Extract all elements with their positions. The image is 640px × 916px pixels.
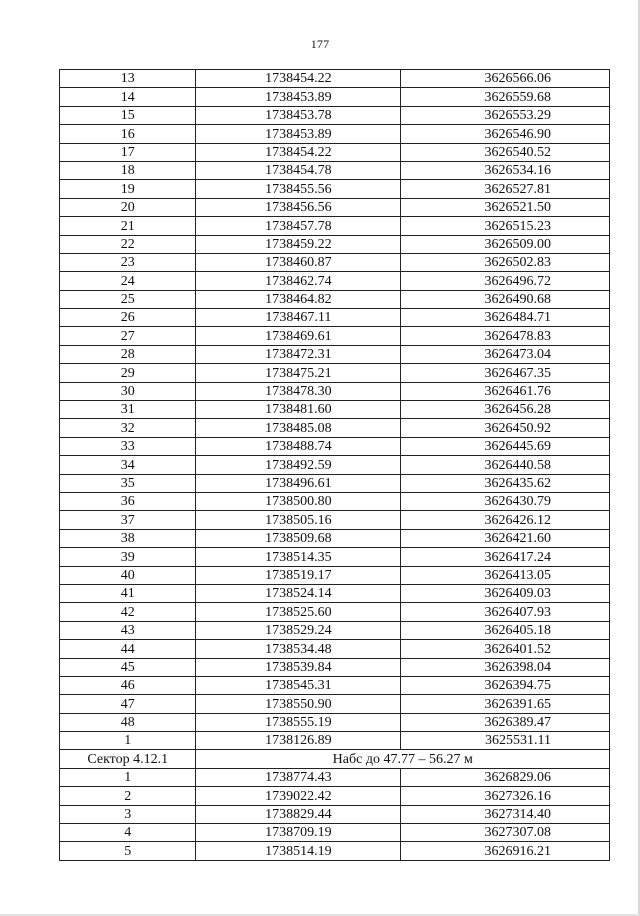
x-coordinate-cell: 1738459.22 — [196, 235, 401, 253]
point-number-cell: 24 — [60, 272, 196, 290]
coordinates-rows-sector — [60, 768, 610, 860]
y-coordinate-cell: 3626515.23 — [401, 217, 610, 235]
y-coordinate-cell: 3626509.00 — [401, 235, 610, 253]
point-number-cell: 1 — [60, 768, 196, 786]
table-row — [60, 309, 610, 327]
point-number-cell: 40 — [60, 566, 196, 584]
x-coordinate-cell: 1738519.17 — [196, 566, 401, 584]
table-row — [60, 695, 610, 713]
y-coordinate-cell: 3626417.24 — [401, 548, 610, 566]
table-row — [60, 106, 610, 124]
point-number-cell: 37 — [60, 511, 196, 529]
point-number-cell: 42 — [60, 603, 196, 621]
table-row — [60, 382, 610, 400]
x-coordinate-cell: 1738485.08 — [196, 419, 401, 437]
x-coordinate-cell: 1738829.44 — [196, 805, 401, 823]
table-row — [60, 566, 610, 584]
point-number-cell: 20 — [60, 198, 196, 216]
point-number-cell: 47 — [60, 695, 196, 713]
table-row — [60, 364, 610, 382]
x-coordinate-cell: 1738529.24 — [196, 621, 401, 639]
y-coordinate-cell: 3626394.75 — [401, 676, 610, 694]
x-coordinate-cell: 1738464.82 — [196, 290, 401, 308]
table-row — [60, 88, 610, 106]
point-number-cell: 30 — [60, 382, 196, 400]
table-row — [60, 125, 610, 143]
x-coordinate-cell: 1738524.14 — [196, 584, 401, 602]
y-coordinate-cell: 3626445.69 — [401, 437, 610, 455]
point-number-cell: 46 — [60, 676, 196, 694]
y-coordinate-cell: 3626829.06 — [401, 768, 610, 786]
table-row — [60, 511, 610, 529]
table-row — [60, 842, 610, 860]
y-coordinate-cell: 3626456.28 — [401, 401, 610, 419]
x-coordinate-cell: 1738514.35 — [196, 548, 401, 566]
coordinates-rows-top — [60, 70, 610, 750]
y-coordinate-cell: 3626559.68 — [401, 88, 610, 106]
x-coordinate-cell: 1738492.59 — [196, 456, 401, 474]
point-number-cell: 19 — [60, 180, 196, 198]
y-coordinate-cell: 3626407.93 — [401, 603, 610, 621]
table-row — [60, 217, 610, 235]
point-number-cell: 16 — [60, 125, 196, 143]
x-coordinate-cell: 1738496.61 — [196, 474, 401, 492]
point-number-cell: 29 — [60, 364, 196, 382]
x-coordinate-cell: 1738514.19 — [196, 842, 401, 860]
point-number-cell: 18 — [60, 161, 196, 179]
point-number-cell: 5 — [60, 842, 196, 860]
x-coordinate-cell: 1738709.19 — [196, 824, 401, 842]
sector-header — [60, 750, 610, 768]
point-number-cell: 43 — [60, 621, 196, 639]
x-coordinate-cell: 1738126.89 — [196, 732, 401, 750]
x-coordinate-cell: 1738460.87 — [196, 253, 401, 271]
table-row — [60, 529, 610, 547]
x-coordinate-cell: 1738467.11 — [196, 309, 401, 327]
point-number-cell: 33 — [60, 437, 196, 455]
x-coordinate-cell: 1739022.42 — [196, 787, 401, 805]
x-coordinate-cell: 1738453.89 — [196, 125, 401, 143]
table-row — [60, 456, 610, 474]
point-number-cell: 36 — [60, 492, 196, 510]
point-number-cell: 28 — [60, 345, 196, 363]
point-number-cell: 27 — [60, 327, 196, 345]
point-number-cell: 1 — [60, 732, 196, 750]
x-coordinate-cell: 1738500.80 — [196, 492, 401, 510]
x-coordinate-cell: 1738509.68 — [196, 529, 401, 547]
x-coordinate-cell: 1738469.61 — [196, 327, 401, 345]
x-coordinate-cell: 1738478.30 — [196, 382, 401, 400]
table-row — [60, 732, 610, 750]
y-coordinate-cell: 3626405.18 — [401, 621, 610, 639]
x-coordinate-cell: 1738454.22 — [196, 70, 401, 88]
point-number-cell: 21 — [60, 217, 196, 235]
y-coordinate-cell: 3626540.52 — [401, 143, 610, 161]
sector-label: Сектор 4.12.1 — [60, 750, 196, 768]
x-coordinate-cell: 1738550.90 — [196, 695, 401, 713]
y-coordinate-cell: 3626553.29 — [401, 106, 610, 124]
point-number-cell: 13 — [60, 70, 196, 88]
table-row — [60, 419, 610, 437]
x-coordinate-cell: 1738534.48 — [196, 640, 401, 658]
table-row — [60, 180, 610, 198]
point-number-cell: 39 — [60, 548, 196, 566]
x-coordinate-cell: 1738472.31 — [196, 345, 401, 363]
point-number-cell: 34 — [60, 456, 196, 474]
point-number-cell: 38 — [60, 529, 196, 547]
x-coordinate-cell: 1738457.78 — [196, 217, 401, 235]
y-coordinate-cell: 3626546.90 — [401, 125, 610, 143]
x-coordinate-cell: 1738488.74 — [196, 437, 401, 455]
point-number-cell: 2 — [60, 787, 196, 805]
page-number: 177 — [310, 37, 330, 51]
table-row — [60, 548, 610, 566]
point-number-cell: 3 — [60, 805, 196, 823]
point-number-cell: 14 — [60, 88, 196, 106]
y-coordinate-cell: 3627326.16 — [401, 787, 610, 805]
x-coordinate-cell: 1738462.74 — [196, 272, 401, 290]
y-coordinate-cell: 3626527.81 — [401, 180, 610, 198]
table-row — [60, 787, 610, 805]
y-coordinate-cell: 3625531.11 — [401, 732, 610, 750]
x-coordinate-cell: 1738455.56 — [196, 180, 401, 198]
x-coordinate-cell: 1738525.60 — [196, 603, 401, 621]
y-coordinate-cell: 3626421.60 — [401, 529, 610, 547]
point-number-cell: 26 — [60, 309, 196, 327]
y-coordinate-cell: 3626473.04 — [401, 345, 610, 363]
point-number-cell: 45 — [60, 658, 196, 676]
table-row — [60, 143, 610, 161]
y-coordinate-cell: 3627307.08 — [401, 824, 610, 842]
point-number-cell: 4 — [60, 824, 196, 842]
y-coordinate-cell: 3626426.12 — [401, 511, 610, 529]
point-number-cell: 35 — [60, 474, 196, 492]
sector-row — [60, 750, 610, 768]
y-coordinate-cell: 3626484.71 — [401, 309, 610, 327]
y-coordinate-cell: 3626467.35 — [401, 364, 610, 382]
x-coordinate-cell: 1738505.16 — [196, 511, 401, 529]
y-coordinate-cell: 3626430.79 — [401, 492, 610, 510]
y-coordinate-cell: 3626502.83 — [401, 253, 610, 271]
y-coordinate-cell: 3626521.50 — [401, 198, 610, 216]
table-row — [60, 492, 610, 510]
y-coordinate-cell: 3626566.06 — [401, 70, 610, 88]
y-coordinate-cell: 3626401.52 — [401, 640, 610, 658]
table-row — [60, 768, 610, 786]
y-coordinate-cell: 3626450.92 — [401, 419, 610, 437]
x-coordinate-cell: 1738475.21 — [196, 364, 401, 382]
table-row — [60, 621, 610, 639]
x-coordinate-cell: 1738774.43 — [196, 768, 401, 786]
y-coordinate-cell: 3626534.16 — [401, 161, 610, 179]
sector-elevation-note: Набс до 47.77 – 56.27 м — [196, 750, 610, 768]
y-coordinate-cell: 3626440.58 — [401, 456, 610, 474]
table-row — [60, 437, 610, 455]
y-coordinate-cell: 3626398.04 — [401, 658, 610, 676]
x-coordinate-cell: 1738545.31 — [196, 676, 401, 694]
point-number-cell: 15 — [60, 106, 196, 124]
table-row — [60, 235, 610, 253]
point-number-cell: 22 — [60, 235, 196, 253]
point-number-cell: 41 — [60, 584, 196, 602]
point-number-cell: 44 — [60, 640, 196, 658]
point-number-cell: 17 — [60, 143, 196, 161]
point-number-cell: 31 — [60, 401, 196, 419]
table-row — [60, 713, 610, 731]
table-row — [60, 401, 610, 419]
point-number-cell: 25 — [60, 290, 196, 308]
table-row — [60, 640, 610, 658]
table-row — [60, 658, 610, 676]
point-number-cell: 48 — [60, 713, 196, 731]
table-row — [60, 676, 610, 694]
x-coordinate-cell: 1738453.78 — [196, 106, 401, 124]
point-number-cell: 23 — [60, 253, 196, 271]
point-number-cell: 32 — [60, 419, 196, 437]
table-row — [60, 70, 610, 88]
table-row — [60, 198, 610, 216]
y-coordinate-cell: 3626490.68 — [401, 290, 610, 308]
table-row — [60, 253, 610, 271]
y-coordinate-cell: 3626496.72 — [401, 272, 610, 290]
y-coordinate-cell: 3626413.05 — [401, 566, 610, 584]
table-row — [60, 603, 610, 621]
table-row — [60, 805, 610, 823]
x-coordinate-cell: 1738555.19 — [196, 713, 401, 731]
x-coordinate-cell: 1738481.60 — [196, 401, 401, 419]
y-coordinate-cell: 3626461.76 — [401, 382, 610, 400]
x-coordinate-cell: 1738453.89 — [196, 88, 401, 106]
x-coordinate-cell: 1738454.22 — [196, 143, 401, 161]
table-row — [60, 584, 610, 602]
table-row — [60, 161, 610, 179]
y-coordinate-cell: 3626389.47 — [401, 713, 610, 731]
coordinates-table — [59, 69, 610, 861]
y-coordinate-cell: 3626409.03 — [401, 584, 610, 602]
y-coordinate-cell: 3626435.62 — [401, 474, 610, 492]
table-row — [60, 345, 610, 363]
y-coordinate-cell: 3626916.21 — [401, 842, 610, 860]
table-row — [60, 824, 610, 842]
y-coordinate-cell: 3626478.83 — [401, 327, 610, 345]
x-coordinate-cell: 1738456.56 — [196, 198, 401, 216]
x-coordinate-cell: 1738454.78 — [196, 161, 401, 179]
table-row — [60, 327, 610, 345]
table-row — [60, 272, 610, 290]
y-coordinate-cell: 3627314.40 — [401, 805, 610, 823]
table-row — [60, 474, 610, 492]
table-row — [60, 290, 610, 308]
y-coordinate-cell: 3626391.65 — [401, 695, 610, 713]
x-coordinate-cell: 1738539.84 — [196, 658, 401, 676]
